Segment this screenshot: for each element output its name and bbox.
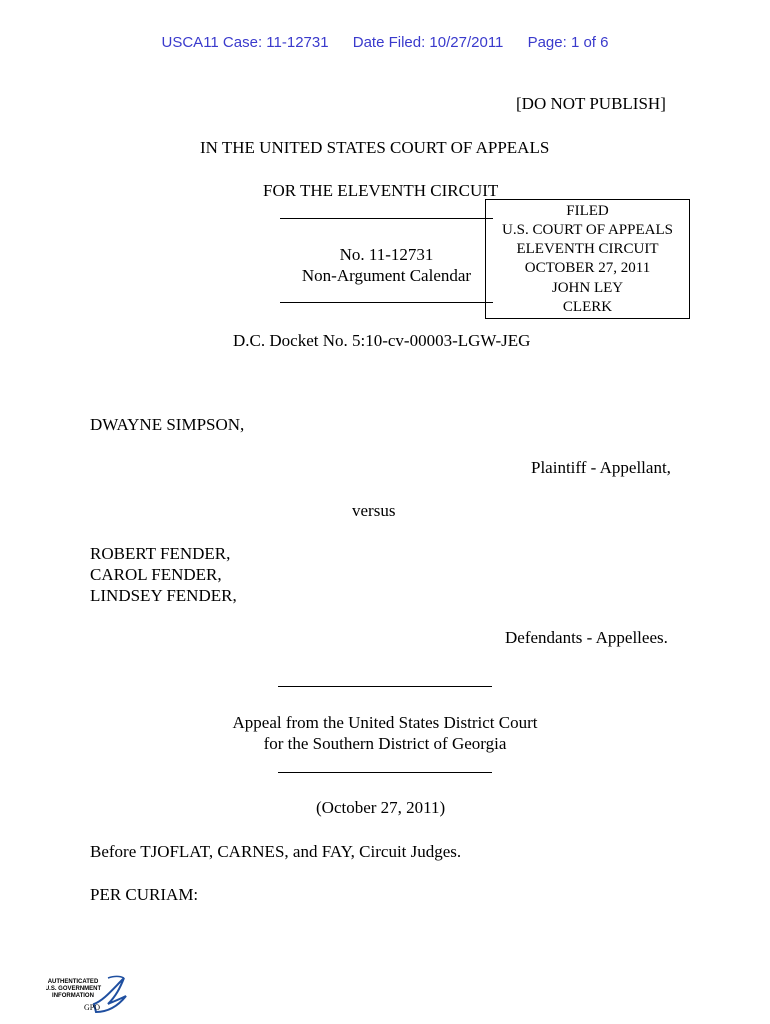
- date-filed-stamp: Date Filed: 10/27/2011: [352, 34, 504, 51]
- divider-appeal-top: [278, 686, 492, 687]
- clerk-title: CLERK: [562, 299, 613, 315]
- defendant-name: LINDSEY FENDER,: [90, 586, 237, 605]
- defendants-role: Defendants - Appellees.: [505, 628, 668, 647]
- page-count-stamp: Page: 1 of 6: [527, 34, 609, 51]
- circuit-title: FOR THE ELEVENTH CIRCUIT: [263, 181, 499, 200]
- divider-appeal-bottom: [278, 772, 492, 773]
- plaintiff-role: Plaintiff - Appellant,: [531, 458, 671, 477]
- defendant-name: ROBERT FENDER,: [90, 544, 231, 563]
- gpo-logo-line2: U.S. GOVERNMENT: [46, 986, 102, 992]
- filed-circuit-line: ELEVENTH CIRCUIT: [516, 241, 659, 257]
- clerk-name: JOHN LEY: [551, 280, 624, 296]
- filed-date-line: OCTOBER 27, 2011: [524, 260, 651, 276]
- filed-court-line: U.S. COURT OF APPEALS: [502, 222, 673, 238]
- appeal-origin-line1: Appeal from the United States District Court: [232, 713, 538, 732]
- gpo-logo-line3: INFORMATION: [52, 993, 94, 999]
- decision-date: (October 27, 2011): [316, 798, 446, 817]
- defendant-name: CAROL FENDER,: [90, 565, 222, 584]
- filed-line: FILED: [566, 203, 609, 219]
- filed-stamp-box: [485, 199, 690, 319]
- divider-case-bottom: [280, 302, 493, 303]
- appeal-origin-line2: for the Southern District of Georgia: [263, 734, 507, 753]
- gpo-authenticated-logo: [46, 974, 130, 1018]
- gpo-logo-line1: AUTHENTICATED: [47, 979, 99, 985]
- case-number-stamp: USCA11 Case: 11-12731: [161, 34, 329, 51]
- calendar-type: Non-Argument Calendar: [301, 266, 472, 285]
- divider-top: [280, 218, 493, 219]
- publish-note: [DO NOT PUBLISH]: [516, 94, 666, 113]
- versus-label: versus: [352, 501, 396, 520]
- gpo-logo-mark: GPO: [83, 1003, 101, 1012]
- plaintiff-name: DWAYNE SIMPSON,: [90, 415, 245, 434]
- case-header-stamp: [0, 34, 770, 51]
- court-title: IN THE UNITED STATES COURT OF APPEALS: [200, 138, 550, 157]
- panel-judges: Before TJOFLAT, CARNES, and FAY, Circuit Judges.: [90, 842, 462, 861]
- dc-docket-number: D.C. Docket No. 5:10-cv-00003-LGW-JEG: [233, 331, 531, 350]
- per-curiam-heading: PER CURIAM:: [90, 885, 199, 904]
- gpo-eagle-icon: [46, 974, 130, 1018]
- appeal-case-number: No. 11-12731: [339, 245, 434, 264]
